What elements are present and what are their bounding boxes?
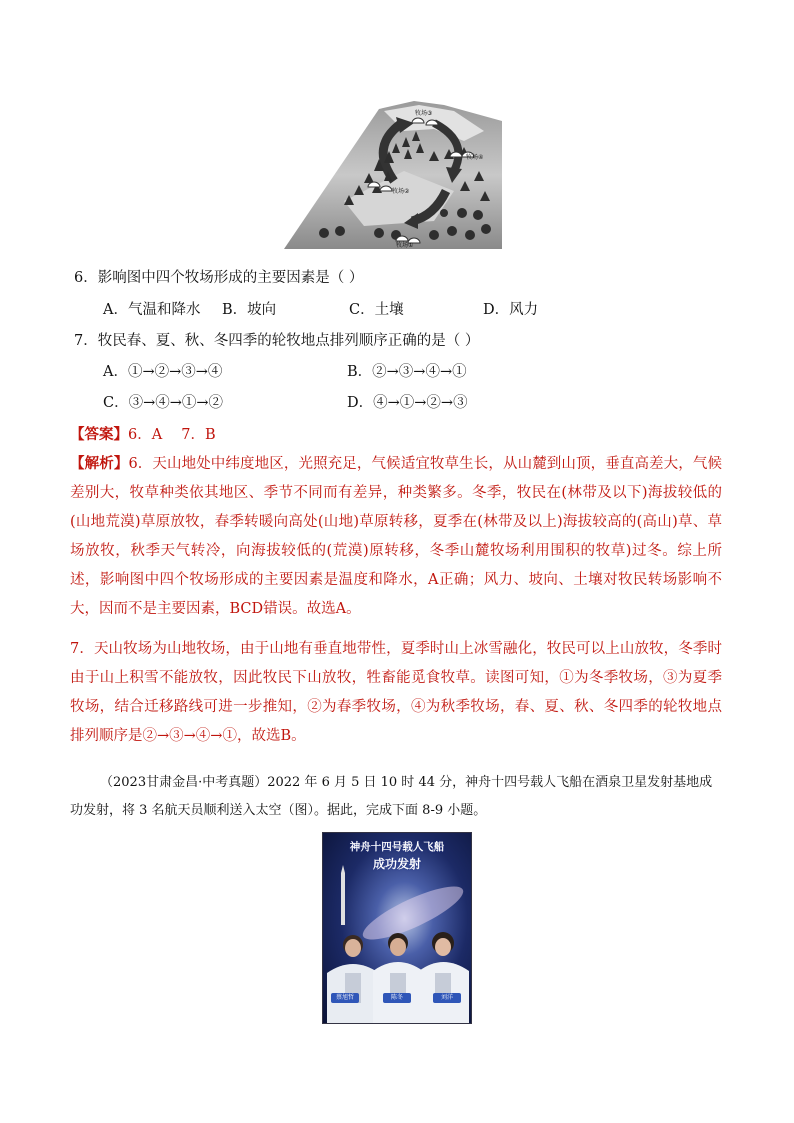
poster-title-1: 神舟十四号载人飞船: [349, 841, 445, 853]
answer-line: [70, 425, 216, 445]
answer-text: 6．A 7．B: [128, 427, 216, 443]
q6-option-c: C．土壤: [349, 302, 404, 318]
analysis-q7: 7．天山牧场为山地牧场，由于山地有垂直地带性，夏季时山上冰雪融化，牧民可以上山放牧，冬季时由于山上积雪不能放牧，因此牧民下山放牧，牲畜能觅食牧草。读图可知，①为冬季牧场，③为夏季牧场，结合迁移路线可进一步推知，②为春季牧场，④为秋季牧场，春、夏、秋、冬四季的轮牧地点排列顺序是②→③→④→①，故选B。: [70, 641, 722, 744]
q7-option-c: C．③→④→①→②: [103, 395, 224, 411]
shenzhou-poster: [322, 832, 472, 1024]
label-pasture-3: 牧场③: [415, 110, 433, 117]
astronaut-3: [419, 932, 469, 1023]
question-6-stem: 6．影响图中四个牧场形成的主要因素是（ ）: [74, 270, 364, 286]
question-7-stem: 7．牧民春、夏、秋、冬四季的轮牧地点排列顺序正确的是（ ）: [74, 333, 480, 349]
pasture-figure: [284, 101, 502, 249]
analysis-q6-text: 6．天山地处中纬度地区，光照充足，气候适宜牧草生长，从山麓到山顶，垂直高差大，气候差别大，牧草种类依其地区、季节不同而有差异，种类繁多。冬季，牧民在(林带及以下)海拔较低的(山地荒漠)草原放牧，春季转暖向高处(山地)草原转移，夏季在(林带及以上)海拔较高的(高山)草、草场放牧，秋季天气转冷，向海拔较低的(荒漠)原转移，冬季山麓牧场利用围积的牧草)过冬。综上所述，影响图中四个牧场形成的主要因素是温度和降水，A正确；风力、坡向、土壤对牧民转场影响不大，因而不是主要因素，BCD错误。故选A。: [70, 456, 722, 617]
label-pasture-2: 牧场②: [392, 188, 410, 195]
poster-title-2: 成功发射: [372, 857, 421, 871]
answer-label: 【答案】: [70, 426, 128, 443]
poster-name-3: 刘洋: [433, 993, 461, 1003]
intro-8-9: （2023甘肃金昌·中考真题）2022 年 6 月 5 日 10 时 44 分，神舟十四号载人飞船在酒泉卫星发射基地成功发射，将 3 名航天员顺利送入太空（图）。据此，完成下面 8-9 小题。: [70, 775, 713, 818]
rocket-icon: [341, 873, 345, 925]
q7-option-a: A．①→②→③→④: [103, 364, 223, 380]
q7-option-d: D．④→①→②→③: [347, 395, 468, 411]
astronaut-2: [373, 933, 423, 1023]
q7-option-b: B．②→③→④→①: [347, 364, 467, 380]
astronaut-1: [327, 935, 379, 1023]
label-pasture-4: 牧场④: [466, 154, 484, 161]
q6-option-d: D．风力: [483, 302, 539, 318]
analysis-q6: [70, 449, 722, 624]
q6-option-b: B．坡向: [222, 302, 277, 318]
poster-name-2: 陈冬: [383, 993, 411, 1003]
poster-name-1: 蔡旭哲: [331, 993, 359, 1003]
label-pasture-1: 牧场①: [396, 242, 414, 249]
analysis-label: 【解析】: [70, 455, 129, 472]
pasture-diagram: [284, 101, 502, 249]
q6-option-a: A．气温和降水: [103, 302, 201, 318]
